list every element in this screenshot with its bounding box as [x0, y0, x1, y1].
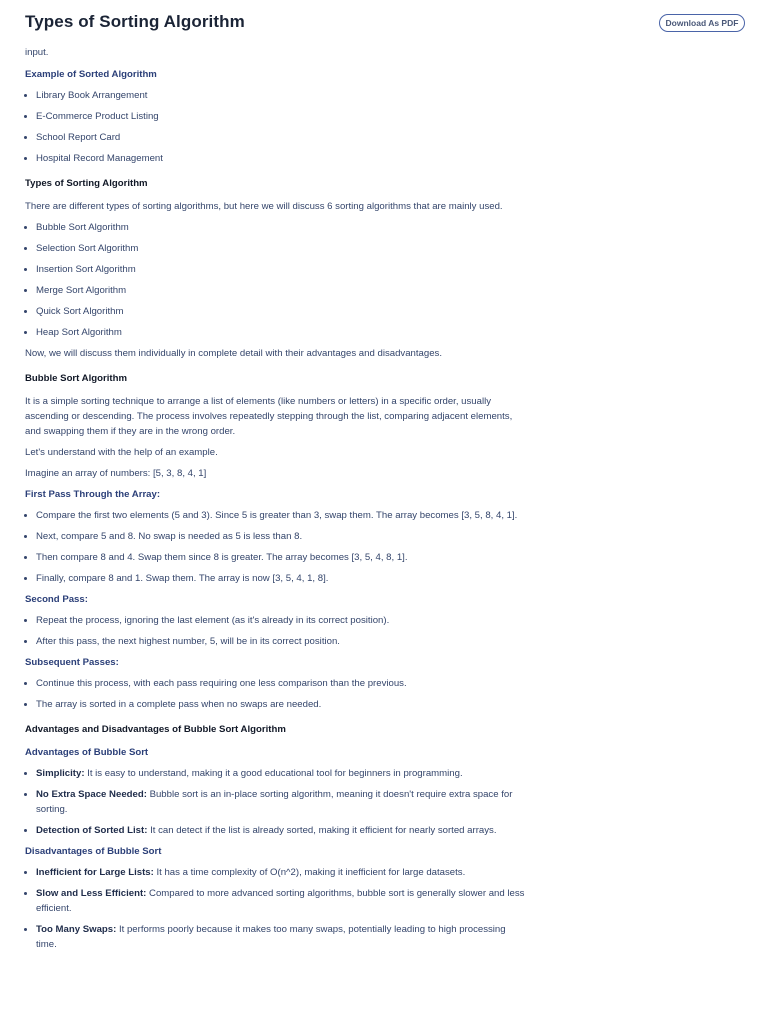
second-pass-heading: Second Pass: — [25, 594, 88, 605]
list-item — [36, 823, 525, 838]
list-item: • Merge Sort Algorithm — [36, 283, 525, 298]
example-array: Imagine an array of numbers: [5, 3, 8, 4, 1] — [25, 468, 207, 479]
description: It has a time complexity of O(n^2), making it inefficient for large datasets. — [153, 867, 466, 878]
list-item — [36, 787, 525, 817]
advantages-heading: Advantages of Bubble Sort — [25, 747, 149, 758]
list-item: • Heap Sort Algorithm — [36, 325, 525, 340]
examples-list — [25, 88, 525, 166]
advantages-disadvantages-heading: Advantages and Disadvantages of Bubble Sort Algorithm — [25, 724, 286, 735]
page-header — [0, 0, 768, 46]
disadvantages-heading: Disadvantages of Bubble Sort — [25, 846, 162, 857]
types-heading: Types of Sorting Algorithm — [25, 178, 148, 189]
subsequent-passes-list — [25, 676, 525, 712]
example-intro: Let's understand with the help of an example. — [25, 447, 218, 458]
list-item — [36, 766, 525, 781]
article-content — [25, 34, 525, 958]
term: No Extra Space Needed: — [36, 789, 147, 800]
term: Simplicity: — [36, 768, 85, 779]
list-item: • The array is sorted in a complete pass when no swaps are needed. — [36, 697, 525, 712]
list-item — [36, 886, 525, 916]
description: Bubble sort is an in-place sorting algorithm, meaning it doesn't require extra space for sorting. — [36, 789, 513, 815]
list-item — [36, 922, 525, 952]
term: Inefficient for Large Lists: — [36, 867, 154, 878]
types-outro: Now, we will discuss them individually in complete detail with their advantages and disadvantages. — [25, 348, 443, 359]
list-item: • Library Book Arrangement — [36, 88, 525, 103]
list-item: • Next, compare 5 and 8. No swap is needed as 5 is less than 8. — [36, 529, 525, 544]
term: Slow and Less Efficient: — [36, 888, 147, 899]
page-title: Types of Sorting Algorithm — [25, 12, 245, 31]
advantages-list — [25, 766, 525, 838]
examples-heading: Example of Sorted Algorithm — [25, 69, 157, 80]
term: Too Many Swaps: — [36, 924, 117, 935]
list-item: • School Report Card — [36, 130, 525, 145]
description: It is easy to understand, making it a good educational tool for beginners in programming. — [84, 768, 463, 779]
second-pass-list — [25, 613, 525, 649]
subsequent-passes-heading: Subsequent Passes: — [25, 657, 119, 668]
bubble-sort-heading: Bubble Sort Algorithm — [25, 373, 127, 384]
list-item: • Repeat the process, ignoring the last element (as it's already in its correct position). — [36, 613, 525, 628]
types-list — [25, 220, 525, 340]
list-item: • After this pass, the next highest number, 5, will be in its correct position. — [36, 634, 525, 649]
list-item: • Continue this process, with each pass requiring one less comparison than the previous. — [36, 676, 525, 691]
bubble-sort-intro: It is a simple sorting technique to arrange a list of elements (like numbers or letters) in a specific order, usually ascending or descending. The process involves repeatedly stepping through the list, comparing adjacent elements, and swapping them if they are in the wrong order. — [25, 396, 513, 437]
list-item: • Bubble Sort Algorithm — [36, 220, 525, 235]
download-pdf-button[interactable]: Download As PDF — [659, 14, 745, 32]
list-item — [36, 865, 525, 880]
list-item: • Insertion Sort Algorithm — [36, 262, 525, 277]
description: It performs poorly because it makes too many swaps, potentially leading to high processing time. — [36, 924, 506, 950]
list-item: • Finally, compare 8 and 1. Swap them. The array is now [3, 5, 4, 1, 8]. — [36, 571, 525, 586]
list-item: • E-Commerce Product Listing — [36, 109, 525, 124]
first-pass-heading: First Pass Through the Array: — [25, 489, 161, 500]
types-intro: There are different types of sorting algorithms, but here we will discuss 6 sorting algorithms that are mainly used. — [25, 201, 503, 212]
list-item: • Quick Sort Algorithm — [36, 304, 525, 319]
first-pass-list — [25, 508, 525, 586]
list-item: • Selection Sort Algorithm — [36, 241, 525, 256]
disadvantages-list — [25, 865, 525, 952]
term: Detection of Sorted List: — [36, 825, 148, 836]
truncated-text: input. — [25, 47, 49, 58]
list-item: • Hospital Record Management — [36, 151, 525, 166]
description: Compared to more advanced sorting algorithms, bubble sort is generally slower and less efficient. — [36, 888, 525, 914]
list-item: • Then compare 8 and 4. Swap them since 8 is greater. The array becomes [3, 5, 4, 8, 1]. — [36, 550, 525, 565]
list-item: • Compare the first two elements (5 and 3). Since 5 is greater than 3, swap them. The array becomes [3, 5, 8, 4, 1]. — [36, 508, 525, 523]
description: It can detect if the list is already sorted, making it efficient for nearly sorted arrays. — [147, 825, 497, 836]
